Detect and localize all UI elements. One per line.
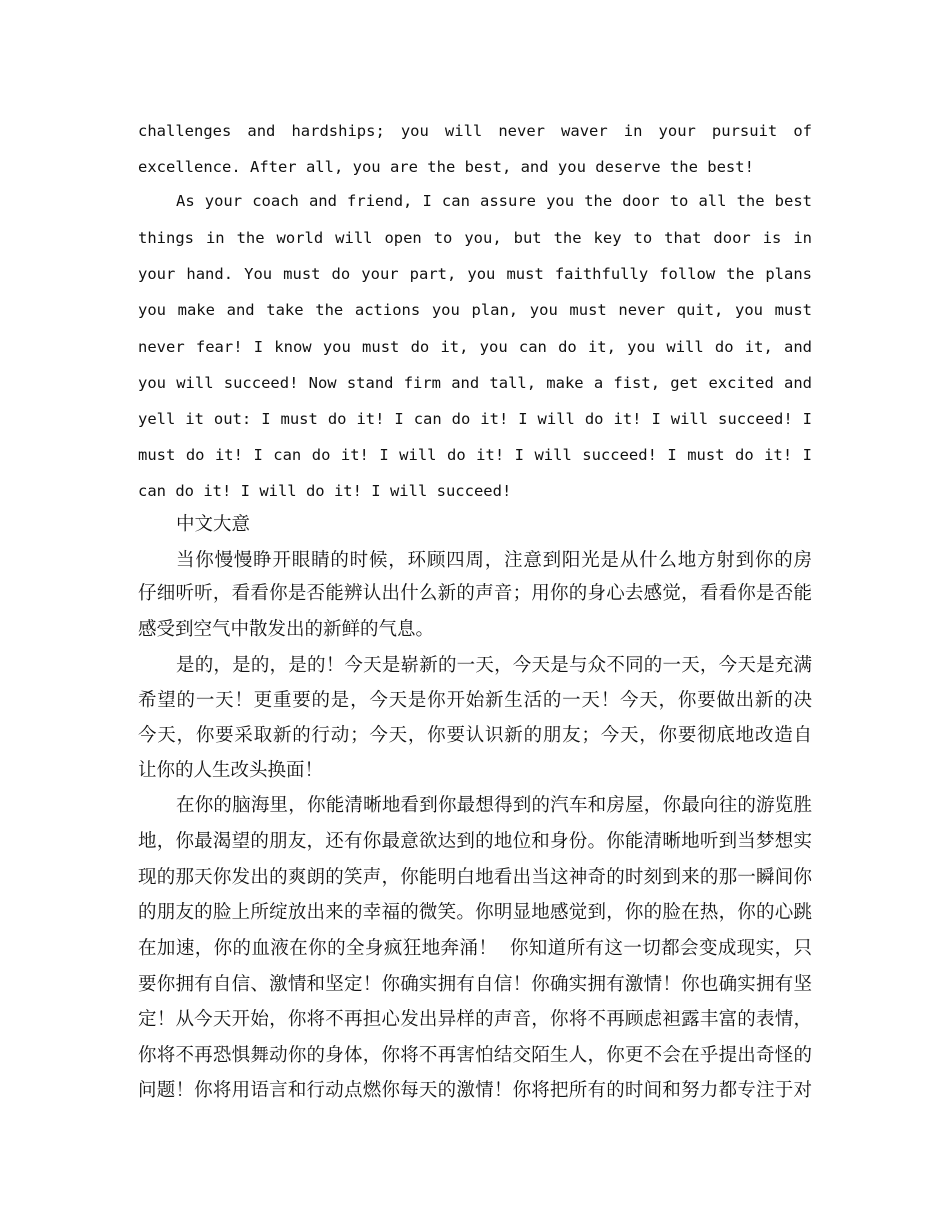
english-line: yell it out: I must do it! I can do it! I will do it! I will succeed! I bbox=[138, 410, 812, 428]
chinese-line: 当你慢慢睁开眼睛的时候，环顾四周，注意到阳光是从什么地方射到你的房 bbox=[176, 550, 812, 571]
english-line: things in the world will open to you, but the key to that door is in bbox=[138, 229, 812, 247]
chinese-line: 感受到空气中散发出的新鲜的气息。 bbox=[138, 619, 435, 640]
chinese-line: 定！从今天开始，你将不再担心发出异样的声音，你将不再顾虑袒露丰富的表情， bbox=[138, 1009, 812, 1030]
chinese-line: 地，你最渴望的朋友，还有你最意欲达到的地位和身份。你能清晰地听到当梦想实 bbox=[138, 831, 812, 852]
english-line: can do it! I will do it! I will succeed! bbox=[138, 482, 512, 500]
english-line: must do it! I can do it! I will do it! I will succeed! I must do it! I bbox=[138, 446, 812, 464]
english-line: As your coach and friend, I can assure you the door to all the best bbox=[176, 192, 812, 210]
chinese-line: 希望的一天！更重要的是，今天是你开始新生活的一天！今天，你要做出新的决 bbox=[138, 690, 812, 711]
chinese-line: 在你的脑海里，你能清晰地看到你最想得到的汽车和房屋，你最向往的游览胜 bbox=[176, 795, 812, 816]
english-line: your hand. You must do your part, you must faithfully follow the plans bbox=[138, 265, 812, 283]
section-heading: 中文大意 bbox=[176, 514, 251, 535]
chinese-line: 你将不再恐惧舞动你的身体，你将不再害怕结交陌生人，你更不会在乎提出奇怪的 bbox=[138, 1045, 812, 1066]
english-line: you make and take the actions you plan, you must never quit, you must bbox=[138, 301, 812, 319]
chinese-line: 要你拥有自信、激情和坚定！你确实拥有自信！你确实拥有激情！你也确实拥有坚 bbox=[138, 974, 812, 995]
chinese-line: 的朋友的脸上所绽放出来的幸福的微笑。你明显地感觉到，你的脸在热，你的心跳 bbox=[138, 902, 812, 923]
chinese-line: 问题！你将用语言和行动点燃你每天的激情！你将把所有的时间和努力都专注于对 bbox=[138, 1080, 812, 1101]
english-line: you will succeed! Now stand firm and tall, make a fist, get excited and bbox=[138, 374, 812, 392]
english-line: never fear! I know you must do it, you can do it, you will do it, and bbox=[138, 338, 812, 356]
chinese-line: 在加速，你的血液在你的全身疯狂地奔涌！ 你知道所有这一切都会变成现实，只 bbox=[138, 938, 812, 959]
english-line: excellence. After all, you are the best, and you deserve the best! bbox=[138, 158, 754, 176]
chinese-line: 仔细听听，看看你是否能辨认出什么新的声音；用你的身心去感觉，看看你是否能 bbox=[138, 583, 812, 604]
chinese-line: 让你的人生改头换面！ bbox=[138, 760, 324, 781]
english-line: challenges and hardships; you will never waver in your pursuit of bbox=[138, 122, 812, 140]
chinese-line: 是的，是的，是的！今天是崭新的一天，今天是与众不同的一天，今天是充满 bbox=[176, 655, 812, 676]
chinese-line: 现的那天你发出的爽朗的笑声，你能明白地看出当这神奇的时刻到来的那一瞬间你 bbox=[138, 867, 812, 888]
chinese-line: 今天，你要采取新的行动；今天，你要认识新的朋友；今天，你要彻底地改造自 bbox=[138, 725, 812, 746]
